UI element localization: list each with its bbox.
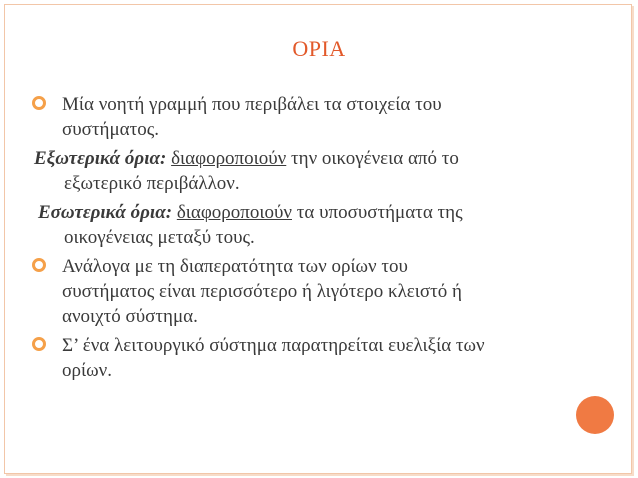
bullet-line: συστήματος είναι περισσότερο ή λιγότερο κλειστό ή xyxy=(62,281,462,302)
item-line-1 xyxy=(34,148,459,169)
item-line-2: εξωτερικό περιβάλλον. xyxy=(64,173,240,194)
circle-bullet-icon xyxy=(32,96,46,110)
internal-boundaries-item xyxy=(32,200,592,250)
underlined-term: διαφοροποιούν xyxy=(176,202,292,223)
bullet-item-1 xyxy=(32,92,592,142)
circle-bullet-icon xyxy=(32,258,46,272)
bullet-line: συστήματος. xyxy=(62,119,160,140)
external-boundaries-item xyxy=(32,146,592,196)
term-label: Εξωτερικά όρια: xyxy=(34,148,167,169)
bullet-line: ανοιχτό σύστημα. xyxy=(62,306,198,327)
bullet-line: Σ’ ένα λειτουργικό σύστημα παρατηρείται ευελιξία των xyxy=(62,335,485,356)
item-line-2: οικογένειας μεταξύ τους. xyxy=(64,227,255,248)
item-text: την οικογένεια από το xyxy=(291,148,459,169)
bullet-line: Μία νοητή γραμμή που περιβάλει τα στοιχεία του xyxy=(62,94,442,115)
term-label: Εσωτερικά όρια: xyxy=(38,202,173,223)
item-text: τα υποσυστήματα της xyxy=(296,202,463,223)
bullet-item-3 xyxy=(32,333,592,383)
slide-content xyxy=(32,92,592,387)
bullet-line: ορίων. xyxy=(62,360,112,381)
underlined-term: διαφοροποιούν xyxy=(171,148,287,169)
decorative-orange-circle xyxy=(576,396,614,434)
circle-bullet-icon xyxy=(32,337,46,351)
item-line-1 xyxy=(38,202,463,223)
bullet-line: Ανάλογα με τη διαπερατότητα των ορίων του xyxy=(62,256,408,277)
slide-title: ΟΡΙΑ xyxy=(292,36,346,61)
bullet-item-2 xyxy=(32,254,592,329)
